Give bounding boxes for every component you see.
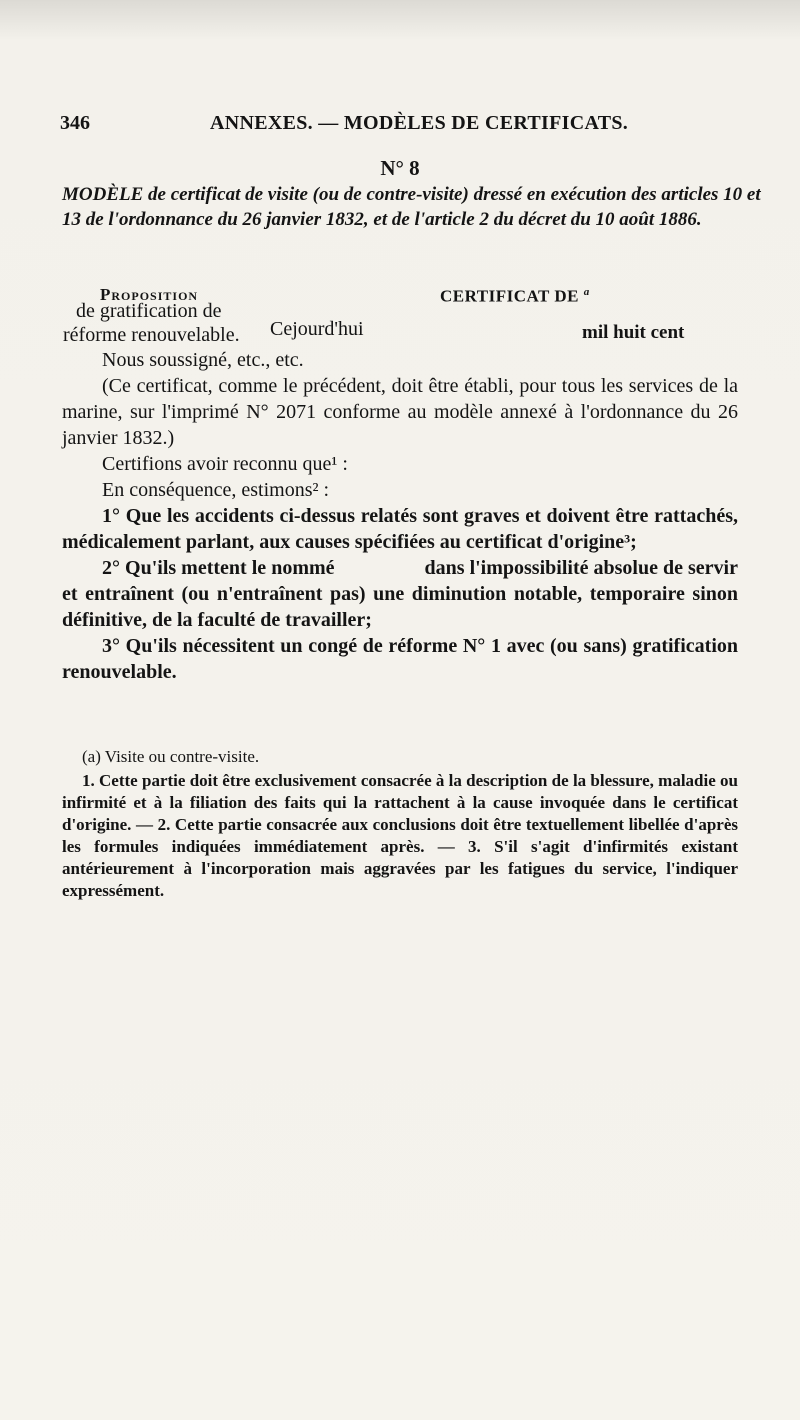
footnote-a: (a) Visite ou contre-visite. (82, 747, 260, 766)
footnote-numbered: 1. Cette partie doit être exclusivement consacrée à la description de la blessure, maladie ou infirmité et à la filiation des faits qui la rattachent à la cause invoquée dans le certificat d'origine. — 2. Cette partie consacrée aux conclusions doit être textuellement libellée d'après les formules indiquées immédiatement après. — 3. S'il s'agit d'infirmités existant antérieurement à l'incorporation mais aggravées par les fatigues du service, l'indiquer expressément. (62, 771, 738, 900)
paragraph-point-3: 3° Qu'ils nécessitent un congé de réforme N° 1 avec (ou sans) gratification renouvelable. (62, 635, 738, 683)
certificate-heading-mark: a (583, 286, 590, 298)
model-title: MODÈLE de certificat de visite (ou de contre-visite) dressé en exécution des articles 10 et 13 de l'ordonnance du 26 janvier 1832, et de l'article 2 du décret du 10 août 1886. (62, 184, 761, 230)
paragraph-point-2 (62, 555, 738, 633)
paragraph-soussigne: Nous soussigné, etc., etc. (102, 349, 304, 371)
model-number: N° 8 (380, 156, 420, 180)
proposition-label: Proposition (100, 285, 199, 304)
footnotes (62, 746, 738, 902)
certificate-body (62, 345, 738, 685)
page-number: 346 (60, 112, 90, 134)
paragraph-note: (Ce certificat, comme le précédent, doit être établi, pour tous les services de la marine, sur l'imprimé N° 2071 conforme au modèle annexé à l'ordonnance du 26 janvier 1832.) (62, 375, 738, 449)
certificate-heading (440, 286, 590, 307)
certificate-heading-text: CERTIFICAT DE (440, 286, 579, 306)
paragraph-certifions: Certifions avoir reconnu que¹ : (102, 453, 348, 475)
mil-huit-cent: mil huit cent (582, 322, 685, 343)
point-2-start: 2° Qu'ils mettent le nommé (102, 557, 335, 579)
point-2-rest: dans l'impossibilité absolue de servir et entraînent (ou n'entraînent pas) une diminution notable, temporaire sinon définitive, de la faculté de travailler; (62, 557, 738, 631)
proposition-line-1: de gratification de (76, 300, 222, 322)
proposition-line-2: réforme renouvelable. (63, 324, 240, 346)
running-head: ANNEXES. — MODÈLES DE CERTIFICATS. (210, 112, 629, 134)
cejourdhui: Cejourd'hui (270, 318, 364, 340)
paragraph-point-1: 1° Que les accidents ci-dessus relatés sont graves et doivent être rattachés, médicalement parlant, aux causes spécifiées au certificat d'origine³; (62, 505, 738, 553)
page-header (60, 112, 750, 142)
paragraph-consequence: En conséquence, estimons² : (102, 479, 330, 501)
